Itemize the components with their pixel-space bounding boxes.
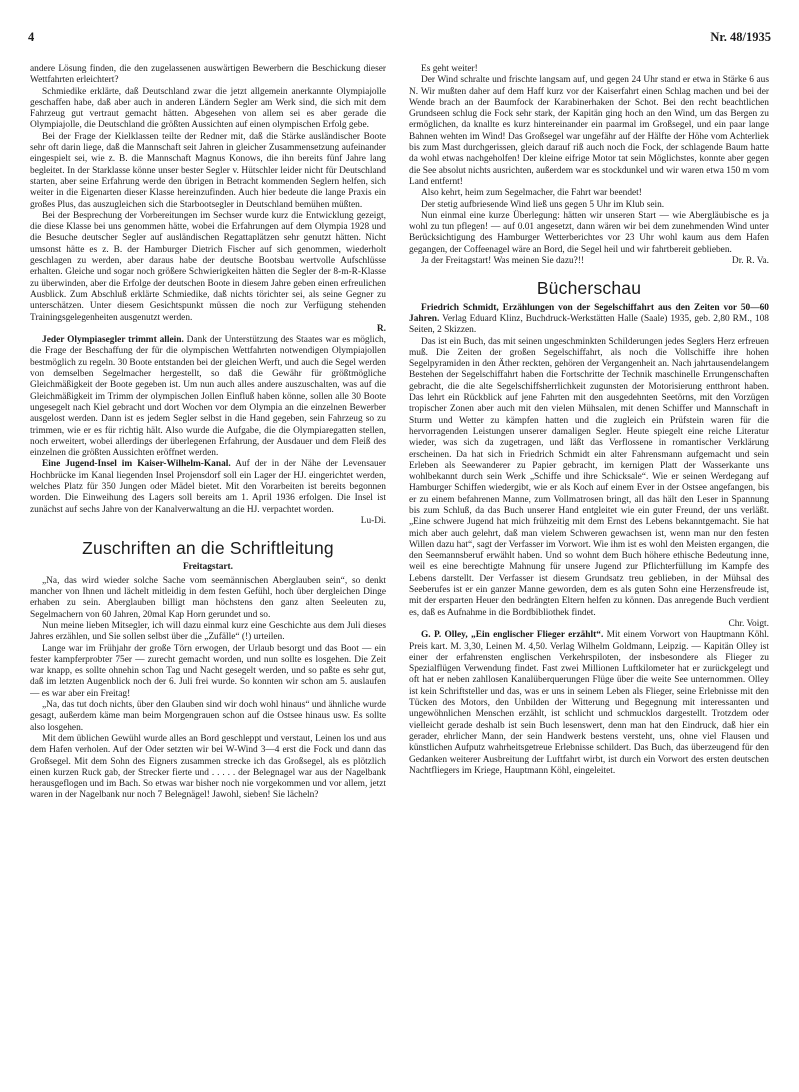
book-review-text: — Kapitän Olley ist einer der erfahrensten englischen Verkehrspiloten, der insbesondere als Flieger zu Spezialflügen Verwendung findet. Fast zwei Millionen Luftkilometer hat er zurückgelegt und oft hat er neben zahllosen Kanalüberquerungen Flüge über die weite See unternommen. Olley ist kein Schriftsteller und das, was er uns in seinem Leben als Flieger, seine Erlebnisse mit den Tücken des Motors, den Unbilden der Witterung und Begegnung mit interessanten und ungewöhnlichen Menschen erzählt, ist schlicht und schmucklos dargestellt. Trotzdem oder vielleicht gerade deshalb ist sein Buch lesenswert, denn man hat den Eindruck, daß hier ein gerader, ehrlicher Mann, der sein Handwerk bestens versteht, uns, ohne viel Flausen und künstlichen Aufputz wahrheitsgetreue Erlebnisse schildert. Das Buch, das überzeugend für den Gedanken weiterer Ausbreitung der Luftfahrt wirbt, ist durch ein Vorwort des ersten deutschen Nachtfliegers im Kriege, Hauptmann Köhl, eingeleitet. bbox=[409, 641, 769, 776]
author-signature: R. bbox=[376, 323, 386, 334]
paragraph bbox=[409, 256, 769, 267]
paragraph: „Na, das tut doch nichts, über den Glauben sind wir doch wohl hinaus“ und ähnliche wurde gesagt, außerdem käme man beim Morgengrauen schon auf die Ostsee hinaus usw. Es sollte also losgehen. bbox=[30, 700, 386, 733]
page-number: 4 bbox=[28, 30, 35, 44]
book-reference bbox=[409, 630, 769, 777]
paragraph: Schmiedike erklärte, daß Deutschland zwar die jetzt allgemein anerkannte Olympiajolle geschaffen habe, daß aber auch in anderen Ländern Segler am Werk sind, die sich mit dem Fahrzeug gut vertraut gemacht hätten. Abgesehen von allem sei es aber gerade die Olympiajolle, die Deutschland die größten Aussichten auf einen olympischen Erfolg gebe. bbox=[30, 86, 386, 131]
author-signature: Chr. Voigt. bbox=[728, 618, 769, 629]
page-header bbox=[28, 30, 771, 48]
news-headline: Eine Jugend-Insel im Kaiser-Wilhelm-Kanal. bbox=[42, 459, 231, 470]
paragraph: Lange war im Frühjahr der große Törn erwogen, der Urlaub besorgt und das Boot — ein fester kampferprobter 75er — zurecht gemacht worden, und nun sollte es losgehen. Die Zeit war knapp, es sollte ohnehin schon Tag und Nacht gesegelt werden, und so paßte es sehr gut, daß im letzten Augenblick noch der 6. Juli frei wurde. So konnten wir schon am 5. auslaufen — es war aber ein Freitag! bbox=[30, 643, 386, 699]
paragraph: Nun meine lieben Mitsegler, ich will dazu einmal kurz eine Geschichte aus dem Juli dieses Jahres erzählen, und Sie sollen selbst über die „Zufälle“ (!) urteilen. bbox=[30, 620, 386, 643]
news-text: Dank der Unterstützung des Staates war es möglich, die Frage der Beschaffung der für die olympischen Wettfahrten notwendigen Olympiajollen bestmöglich zu regeln. 30 Boote entstanden bei der gleichen Werft, und auch die Segel werden von demselben Segelmacher hergestellt, so daß die Gewähr für größtmögliche Gleichmäßigkeit der Boote gegeben ist. Um nun auch alles andere auszuschalten, was auf die Gleichmäßigkeit im Trimm der olympischen Jollen Einfluß haben könne, sollen alle 30 Boote ungesegelt nach Kiel gebracht und dort Wochen vor dem Olympia an die einzelnen Bewerber ausgelost werden. Dann ist es jedem Segler selbst in die Hand gegeben, sein Fahrzeug so zu trimmen, wie er es für richtig hält. Also wurde die Aufgabe, die die Olympiaregatten stellen, noch erweitert, wobei allerdings der überlegenen Erfahrung, der Ausdauer und dem Fleiß des einzelnen die größten Aussichten eröffnet werden. bbox=[30, 335, 386, 459]
author-signature: Dr. R. Va. bbox=[731, 256, 769, 267]
section-title: Bücherschau bbox=[536, 278, 642, 299]
book-title: G. P. Olley, „Ein englischer Flieger erzählt“. bbox=[421, 630, 604, 641]
news-headline: Jeder Olympiasegler trimmt allein. bbox=[42, 335, 184, 346]
paragraph: Mit dem üblichen Gewühl wurde alles an Bord geschleppt und verstaut, Leinen los und aus dem Hafen verholen. Auf der Oder setzten wir bei W-Wind 3—4 erst die Fock und dann das Großsegel. Mit dem Sohn des Eigners zusammen strecke ich das Großsegel, als es plötzlich einen kurzen Ruck gab, der Strecker fierte und . . . . . der Belegnagel war aus der Nagelbank herausgeflogen und im Bach. So etwas war bisher noch nie vorgekommen und vor allem, jetzt waren in der Nagelbank nur noch 7 Belegnägel! Jawohl, sieben! Sie lächeln? bbox=[30, 733, 386, 801]
left-column bbox=[30, 64, 386, 1074]
paragraph: Bei der Frage der Kielklassen teilte der Redner mit, daß die Stärke ausländischer Boote sehr oft darin liege, daß die Mannschaft seit Jahren in gleicher Zusammensetzung aufeinander eingespielt sei, wie z. B. die Mannschaft Magnus Konows, die ihn bereits fünf Jahre lang begleitet. In der Starklasse könne unser bester Segler v. Hütschler leider nicht für Deutschland starten, aber seine Erfahrung werde den übrigen in Betracht kommenden Seglern helfen, sich weiter in die Eigenarten dieser Klasse hereinzufinden. Auch hier bedeute die lange Praxis ein großes Plus, das auszugleichen sich die Starbootsegler in Deutschland bemühen müßten. bbox=[30, 131, 386, 210]
news-text: Auf der in der Nähe der Levensauer Hochbrücke im Kanal liegenden Insel Projensdorf soll ein Lager der HJ. eingerichtet werden, welches Platz für 350 Jungen oder Mädel bietet. Mit den Vorarbeiten ist bereits begonnen worden. Die Einweihung des Lagers soll bereits am 1. April 1936 erfolgen. Die Insel ist zunächst auf sechs Jahre von der Kanalverwaltung an die HJ. verpachtet worden. bbox=[30, 459, 386, 515]
paragraph: Der stetig aufbriesende Wind ließ uns gegen 5 Uhr im Klub sein. bbox=[421, 199, 665, 210]
paragraph: Es geht weiter! bbox=[421, 64, 478, 74]
issue-number: Nr. 48/1935 bbox=[710, 30, 771, 44]
book-reference bbox=[409, 303, 769, 337]
book-title: Friedrich Schmidt, Erzählungen von der Segelschiffahrt aus den Zeiten vor 50—60 Jahren. bbox=[409, 302, 769, 324]
news-item bbox=[30, 459, 386, 515]
paragraph: „Na, das wird wieder solche Sache vom seemännischen Aberglauben sein“, so denkt mancher von Ihnen und lächelt mitleidig in dem festen Gefühl, hoch über dergleichen Dinge erhaben zu sein. Aberglauben billigt man höchstens den ganz alten Seeleuten zu, Segelmachern von 60 Jahren, 20mal Kap Horn gerundet und so. bbox=[30, 575, 386, 620]
author-signature: Lu-Di. bbox=[360, 515, 386, 526]
letter-title: Freitagstart. bbox=[182, 562, 234, 573]
paragraph: Der Wind schralte und frischte langsam auf, und gegen 24 Uhr stand er etwa in Stärke 6 aus N. Wir mußten daher auf dem Haff kurz vor der Kaiserfahrt einen Schlag machen und bei der Wende brach an der Baumfock der Karabinerhaken der Schot. Bei den recht beachtlichen Grundseen schlug die Fock sehr stark, der Kapitän ging hoch an den Wind, um das Bergen zu ermöglichen, da knallte es kurz hintereinander ein paarmal im Großsegel, und ein paar lange Bahnen wehten im Wind! Das Großsegel war ungefähr auf der Hälfte der Höhe vom Achterliek bis zum Mast durchgerissen, gleich darauf riß auch noch die Fock, der schlagende Baum hatte da wohl etwas nachgeholfen! Der kleine eifrige Motor tat sein Möglichstes, konnte aber gegen die See absolut nichts ausrichten, außerdem war es stockdunkel und wir waren etwa 150 m vom Land entfernt! bbox=[409, 75, 769, 187]
news-item bbox=[30, 335, 386, 459]
paragraph: Bei der Besprechung der Vorbereitungen im Sechser wurde kurz die Entwicklung gezeigt, die diese Klasse bei uns genommen hätte, wobei die Erfahrungen auf dem Olympia 1928 und die Besuche deutscher Segler auf ausländischen Regattaplätzen sehr genutzt hätten. Nicht umsonst hätte es z. B. der Hamburger Dietrich Fischer auf sich genommen, wiederholt geschlagen zu werden, aber daraus habe der deutsche Bootsbau wertvolle Aufschlüsse erhalten. Gleiche und sogar noch größere Schwierigkeiten hätten die Segler der 8-m-R-Klasse zu überwinden, aber die Erfolge der deutschen Boote in diesem Jahre geben einen erfreulichen Ausblick. Zum Abschluß erklärte Schmiedike, daß nichts törichter sei, als seine Gegner zu unterschätzen. Unter diesem Gesichtspunkt müssen die noch zur Verfügung stehenden Trainingsgelegenheiten ausgenutzt werden. bbox=[30, 210, 386, 323]
book-publisher: Verlag Eduard Klinz, Buchdruck-Werkstätten Halle (Saale) 1935, geb. 2,80 RM., 108 Seiten, 2 Skizzen. bbox=[409, 313, 769, 336]
closing-line: Ja der Freitagstart! Was meinen Sie dazu?!! bbox=[421, 256, 585, 267]
paragraph: andere Lösung finden, die den zugelassenen auswärtigen Bewerbern die Beschickung dieser Wettfahrten erleichtert? bbox=[30, 64, 386, 86]
right-column bbox=[409, 64, 769, 1074]
paragraph: Nun einmal eine kurze Überlegung: hätten wir unseren Start — wie Abergläubische es ja wohl zu tun pflegen! — auf 0.01 angesetzt, dann wären wir bei dem zunehmenden Wind unter Berücksichtigung des Hamburger Wetterberichtes vor 23 Uhr wohl kaum aus dem Hafen gegangen, der Coffeenagel wäre an Bord, die Segel heil und wir fahrtbereit geblieben. bbox=[409, 210, 769, 255]
section-title: Zuschriften an die Schriftleitung bbox=[82, 538, 334, 559]
paragraph: Also kehrt, heim zum Segelmacher, die Fahrt war beendet! bbox=[421, 188, 642, 199]
paragraph: Das ist ein Buch, das mit seinen ungeschminkten Schilderungen jedes Seglers Herz erfreuen muß. Die Zeiten der großen Segelschiffahrt, als noch die Vollschiffe ihre hohen Segelpyramiden in den Äther reckten, gehören der Vergangenheit an. Nach jahrtausendelangem Bestehen der Segelschiffahrt haben die Fortschritte der Technik maschinelle Errungenschaften gebracht, die die alte Segelschiffsherrlichkeit zugunsten der Motorisierung entthront haben. Das lehrt ein Rückblick auf jene Fahrten mit den ausgedehnten Seetörns, mit den Vorzügen tropischer Zonen aber auch mit den vielen Mühsalen, mit denen Schiffer und Mannschaft in Sturm und Wetter zu kämpfen hatten und die zugleich ein Prüfstein waren für die hervorragenden Leistungen unserer damaligen Segler. Heute spiegelt eine reiche Literatur wieder, was sich da zugetragen, und läßt das Verflossene in romantischer Verklärung erscheinen. Da hat sich in Friedrich Schmidt ein alter Fahrensmann aufgemacht und sein Erleben als Seewanderer zu Papier gebracht, im kernigen Platt der Wasserkante uns wohlbekannt durch sein Werk „Schiffe und ihre Schicksale“. Wie er seinen Werdegang auf Hamburger Schiffen wiedergibt, wie er als Koch auf einem Ever in der Ostsee angefangen, bis er zu einem befahrenen Manne, zum Vollmatrosen bringt, all das hält den Leser in Spannung bis zum Schluß, da das Buch unserer Hand entgleitet wie ein guter Freund, der uns verläßt. „Eine schwere Jugend hat mich frühzeitig mit dem Ernst des Lebens bekanntgemacht. Sie hat mich aber auch gelehrt, daß man vielem Schweren gewachsen ist, wenn man nur den festen Willen dazu hat“, sagt der Verfasser im Vorwort. Wie ihm ist es wohl den Meisten ergangen, die den Seemannsberuf erwählt haben. Und so wohnt dem Buch höhere ethische Bedeutung inne, weil es eine berechtigte Mahnung für unsere Jugend zur Pflichterfüllung im Kampfe des Lebens darstellt. Der Verfasser ist diesem Grundsatz treu geblieben, in der Mühsal des Seeberufes ist er ein ganzer Manne geworden, dem es als guten Sohn eine Herzensfreude ist, mit der ersparten Heuer den bedrängten Eltern helfen zu können. Das anregende Buch verdient es, daß es Aufnahme in die Bordbibliothek findet. bbox=[409, 336, 769, 618]
book-publisher: Mit einem Vorwort von Hauptmann Köhl. Preis kart. M. 3,30, Leinen M. 4,50. Verlag Wilhelm Goldmann, Leipzig. bbox=[409, 630, 769, 652]
